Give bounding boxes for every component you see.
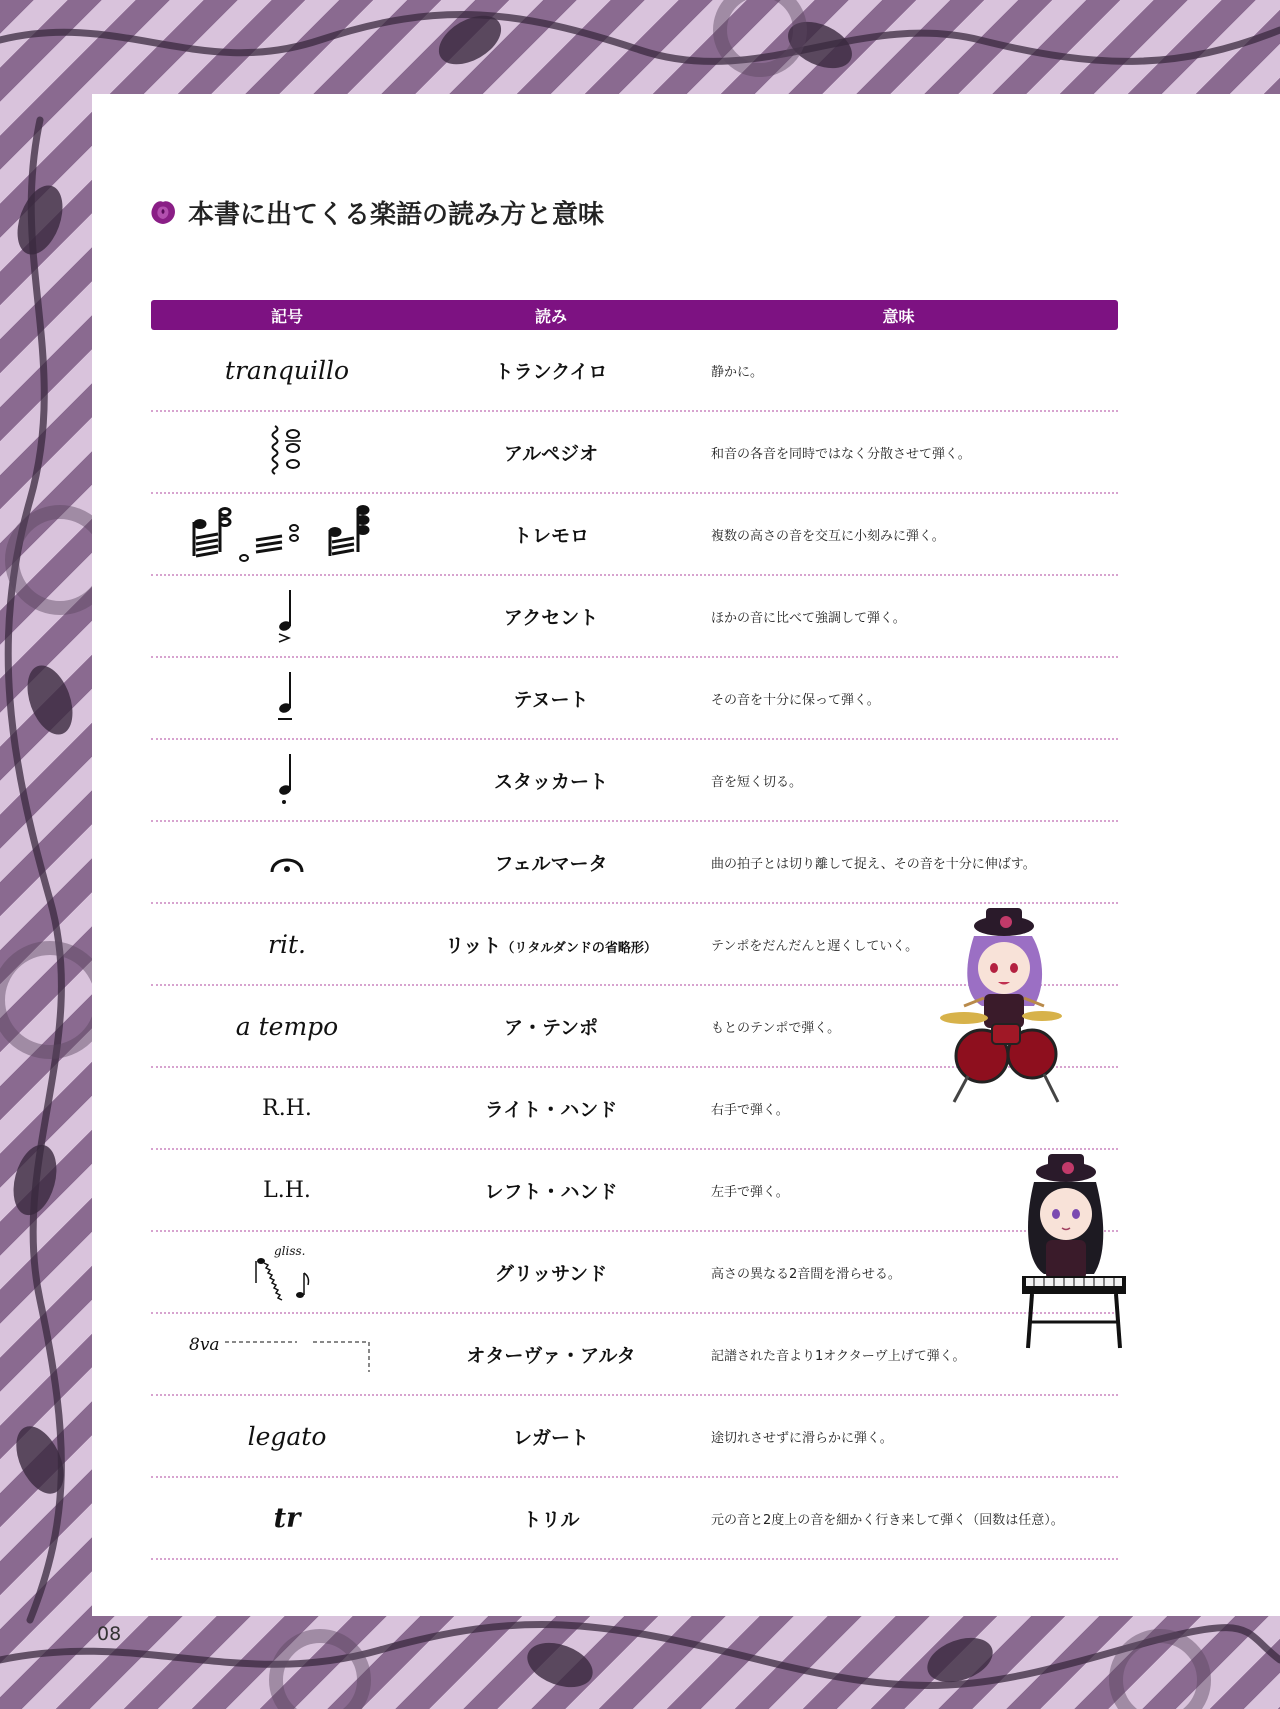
symbol-cell [151, 1232, 423, 1312]
glissando-icon [252, 1241, 322, 1303]
arpeggio-icon [267, 424, 307, 480]
symbol-text: legato [247, 1421, 327, 1451]
reading-cell [423, 357, 679, 384]
reading-text: ライト・ハンド [484, 1098, 618, 1121]
symbol-text: tranquillo [224, 355, 350, 385]
symbol-cell [151, 1478, 423, 1558]
staccato-icon [272, 752, 302, 808]
meaning-cell: 左手で弾く。 [711, 1184, 789, 1200]
table-row [151, 412, 1118, 494]
meaning-cell: 高さの異なる2音間を滑らせる。 [711, 1266, 901, 1282]
meaning-cell: 途切れさせずに滑らかに弾く。 [711, 1430, 893, 1446]
table-row [151, 1396, 1118, 1478]
header-reading: 読み [534, 306, 567, 326]
meaning-cell: 曲の拍子とは切り離して捉え、その音を十分に伸ばす。 [711, 856, 1036, 872]
reading-cell [423, 1505, 679, 1532]
reading-text: リット [445, 934, 502, 957]
reading-text: オターヴァ・アルタ [466, 1344, 636, 1367]
meaning-cell: 和音の各音を同時ではなく分散させて弾く。 [711, 446, 971, 462]
table-row [151, 740, 1118, 822]
tremolo-icon [182, 504, 392, 564]
reading-text: アルペジオ [503, 442, 599, 465]
meaning-cell: 音を短く切る。 [711, 774, 803, 790]
reading-text: レフト・ハンド [484, 1180, 618, 1203]
symbol-cell [151, 740, 423, 820]
symbol-cell [151, 412, 423, 492]
rose-icon [146, 195, 180, 229]
accent-icon [272, 588, 302, 644]
table-row [151, 822, 1118, 904]
page-title-text: 本書に出てくる楽語の読み方と意味 [188, 199, 605, 230]
reading-cell [423, 603, 679, 630]
reading-text: ア・テンポ [503, 1016, 599, 1039]
meaning-cell: 元の音と2度上の音を細かく行き来して弾く（回数は任意）。 [711, 1512, 1064, 1528]
meaning-cell: テンポをだんだんと遅くしていく。 [711, 938, 919, 954]
reading-note: （リタルダンドの省略形） [501, 940, 657, 956]
symbol-cell [151, 576, 423, 656]
table-row [151, 576, 1118, 658]
reading-text: テヌート [513, 688, 589, 711]
table-row [151, 1314, 1118, 1396]
reading-text: グリッサンド [494, 1262, 608, 1285]
reading-cell [423, 439, 679, 466]
reading-cell [423, 767, 679, 794]
fermata-icon [269, 850, 305, 874]
table-row [151, 1150, 1118, 1232]
reading-cell [423, 1341, 679, 1368]
gliss-label: gliss. [274, 1244, 306, 1258]
reading-cell [423, 931, 679, 958]
drummer-character-illustration [934, 906, 1064, 1106]
symbol-cell [151, 1314, 423, 1394]
symbol-cell [151, 658, 423, 738]
reading-cell [423, 1013, 679, 1040]
symbol-cell [151, 330, 423, 410]
symbol-text: L.H. [263, 1177, 311, 1203]
symbol-cell [151, 494, 423, 574]
reading-text: トレモロ [512, 524, 589, 547]
symbol-cell [151, 1396, 423, 1476]
tenuto-icon [272, 670, 302, 726]
meaning-cell: もとのテンポで弾く。 [711, 1020, 841, 1036]
header-meaning: 意味 [882, 306, 915, 326]
reading-cell [423, 849, 679, 876]
symbol-text: R.H. [262, 1095, 312, 1121]
reading-text: アクセント [503, 606, 599, 629]
meaning-cell: 右手で弾く。 [711, 1102, 789, 1118]
ottava-label: 8va [189, 1335, 220, 1355]
reading-cell [423, 1095, 679, 1122]
symbol-cell [151, 904, 423, 984]
symbol-cell [151, 986, 423, 1066]
ottava-icon [187, 1334, 387, 1374]
symbol-text: tr [273, 1502, 301, 1534]
meaning-cell: その音を十分に保って弾く。 [711, 692, 880, 708]
table-row [151, 330, 1118, 412]
content-panel [92, 94, 1280, 1616]
keyboardist-character-illustration [1004, 1152, 1134, 1352]
reading-cell [423, 1259, 679, 1286]
table-row [151, 494, 1118, 576]
table-row [151, 1478, 1118, 1560]
symbol-text: a tempo [235, 1011, 339, 1041]
page-number: 08 [97, 1623, 122, 1645]
reading-text: フェルマータ [494, 852, 608, 875]
reading-text: トランクイロ [494, 360, 608, 383]
meaning-cell: 記譜された音より1オクターヴ上げて弾く。 [711, 1348, 966, 1364]
table-row [151, 658, 1118, 740]
meaning-cell: 複数の高さの音を交互に小刻みに弾く。 [711, 528, 945, 544]
meaning-cell: ほかの音に比べて強調して弾く。 [711, 610, 906, 626]
symbol-cell [151, 1150, 423, 1230]
table-row [151, 1232, 1118, 1314]
header-symbol: 記号 [270, 306, 303, 326]
reading-text: スタッカート [493, 770, 608, 793]
page-title [146, 192, 604, 232]
reading-text: レガート [512, 1426, 589, 1449]
reading-cell [423, 1177, 679, 1204]
meaning-cell: 静かに。 [711, 364, 764, 380]
reading-cell [423, 521, 679, 548]
reading-cell [423, 685, 679, 712]
symbol-text: rit. [268, 929, 306, 959]
reading-text: トリル [522, 1508, 580, 1531]
reading-cell [423, 1423, 679, 1450]
table-header [151, 300, 1118, 330]
symbol-cell [151, 822, 423, 902]
symbol-cell [151, 1068, 423, 1148]
